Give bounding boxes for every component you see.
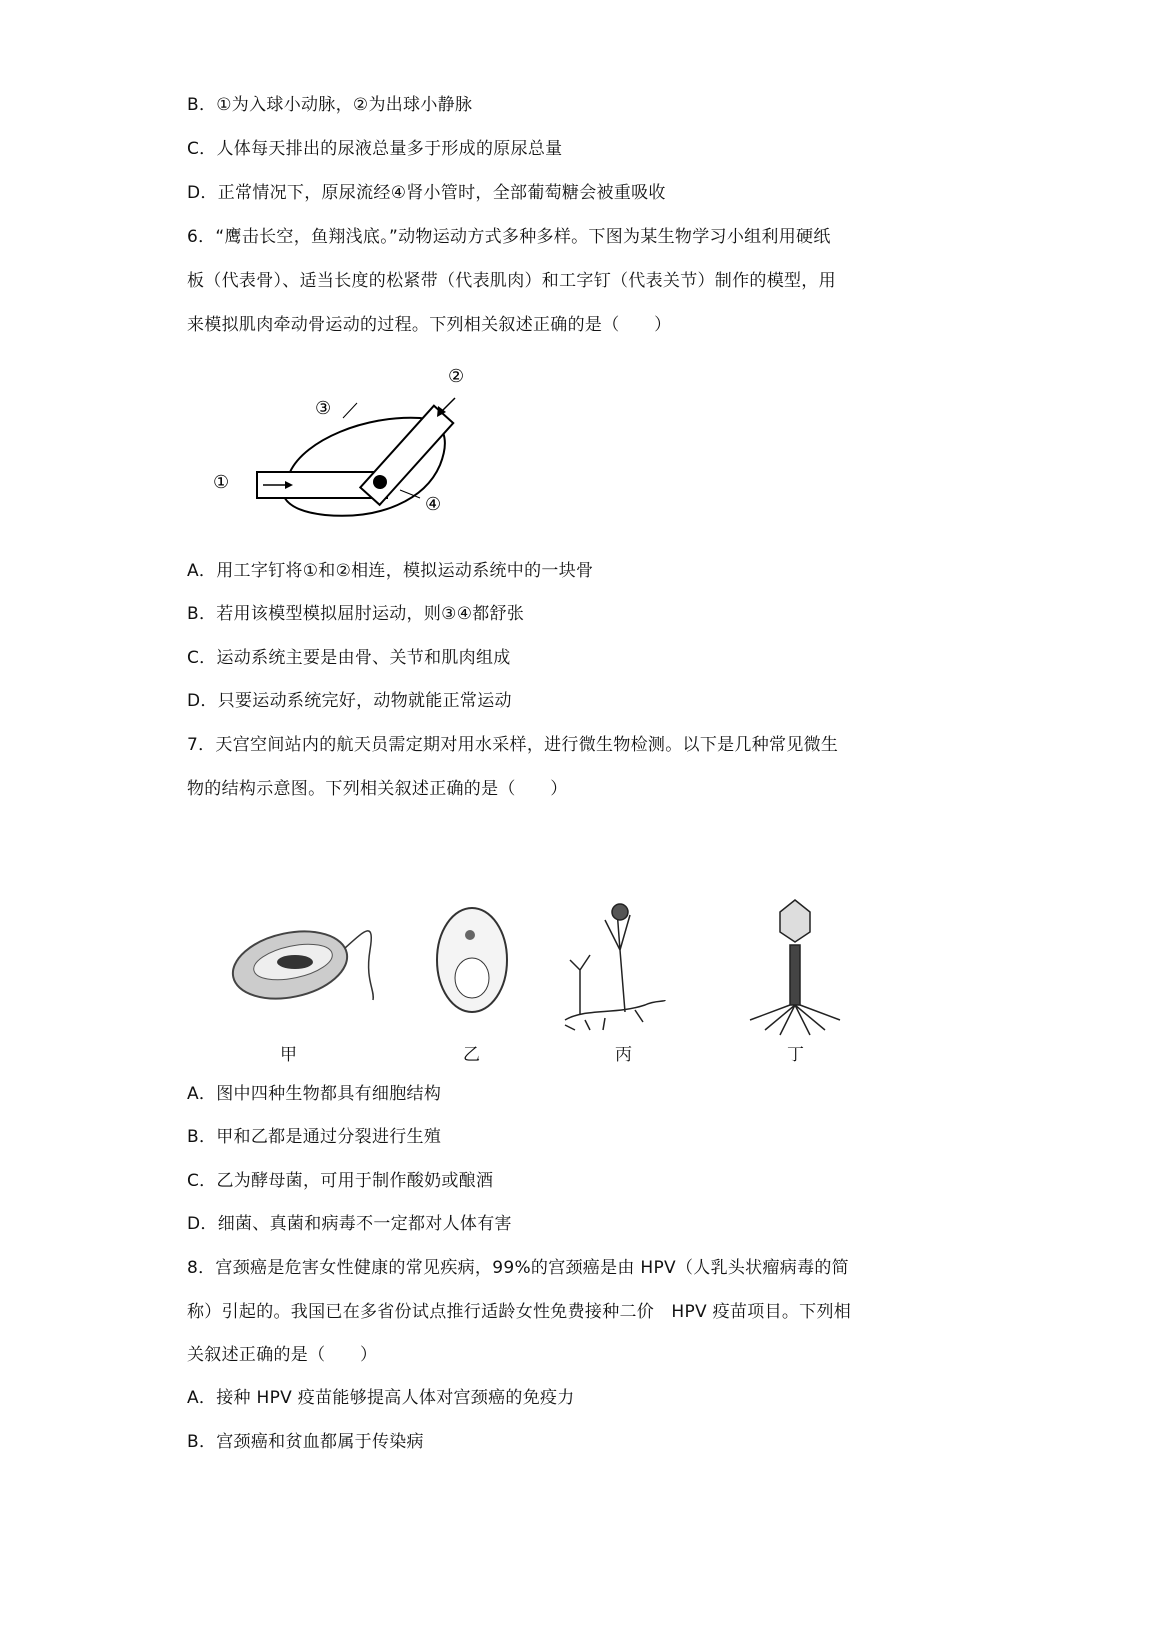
figure-label-ding: 丁 (787, 1045, 804, 1065)
q5-option-d: D．正常情况下，原尿流经④肾小管时，全部葡萄糖会被重吸收 (187, 183, 666, 203)
q6-option-d: D．只要运动系统完好，动物就能正常运动 (187, 691, 512, 711)
q7-option-b: B．甲和乙都是通过分裂进行生殖 (187, 1127, 442, 1147)
figure-label-jia: 甲 (280, 1045, 297, 1065)
q6-option-b: B．若用该模型模拟屈肘运动，则③④都舒张 (187, 604, 525, 624)
q8-stem-line: 称）引起的。我国已在多省份试点推行适龄女性免费接种二价 HPV 疫苗项目。下列相 (187, 1302, 852, 1322)
q6-stem-line: 板（代表骨）、适当长度的松紧带（代表肌肉）和工字钉（代表关节）制作的模型，用 (187, 271, 836, 291)
q8-stem-line: 8．宫颈癌是危害女性健康的常见疾病，99%的宫颈癌是由 HPV（人乳头状瘤病毒的简 (187, 1258, 849, 1278)
q7-stem-line: 物的结构示意图。下列相关叙述正确的是（ ） (187, 779, 568, 799)
q8-stem-line: 关叙述正确的是（ ） (187, 1345, 378, 1365)
figure-label-bing: 丙 (615, 1045, 632, 1065)
q6-option-c: C．运动系统主要是由骨、关节和肌肉组成 (187, 648, 511, 668)
q5-option-c: C．人体每天排出的尿液总量多于形成的原尿总量 (187, 139, 563, 159)
figure-label-2: ② (448, 366, 465, 387)
q7-option-c: C．乙为酵母菌，可用于制作酸奶或酿酒 (187, 1171, 494, 1191)
figure-label-1: ① (213, 472, 230, 493)
q7-option-a: A．图中四种生物都具有细胞结构 (187, 1084, 442, 1104)
bacteriophage-illustration (750, 900, 840, 1035)
q6-stem-line: 来模拟肌肉牵动骨运动的过程。下列相关叙述正确的是（ ） (187, 315, 672, 335)
microorganisms-figure (225, 890, 865, 1040)
q6-stem-line: 6．“鹰击长空，鱼翔浅底。”动物运动方式多种多样。下图为某生物学习小组利用硬纸 (187, 227, 831, 247)
figure-label-4: ④ (425, 494, 442, 515)
mold-illustration (565, 904, 665, 1030)
q7-stem-line: 7．天宫空间站内的航天员需定期对用水采样，进行微生物检测。以下是几种常见微生 (187, 735, 839, 755)
figure-label-3: ③ (315, 398, 332, 419)
yeast-illustration (437, 908, 507, 1012)
figure-label-yi: 乙 (463, 1045, 480, 1065)
q5-option-b: B．①为入球小动脉，②为出球小静脉 (187, 95, 473, 115)
muscle-bone-model-figure (205, 360, 485, 530)
q7-option-d: D．细菌、真菌和病毒不一定都对人体有害 (187, 1214, 512, 1234)
q8-option-a: A．接种 HPV 疫苗能够提高人体对宫颈癌的免疫力 (187, 1388, 575, 1408)
bacterium-illustration (227, 922, 374, 1009)
q8-option-b: B．宫颈癌和贫血都属于传染病 (187, 1432, 424, 1452)
q6-option-a: A．用工字钉将①和②相连，模拟运动系统中的一块骨 (187, 561, 594, 581)
